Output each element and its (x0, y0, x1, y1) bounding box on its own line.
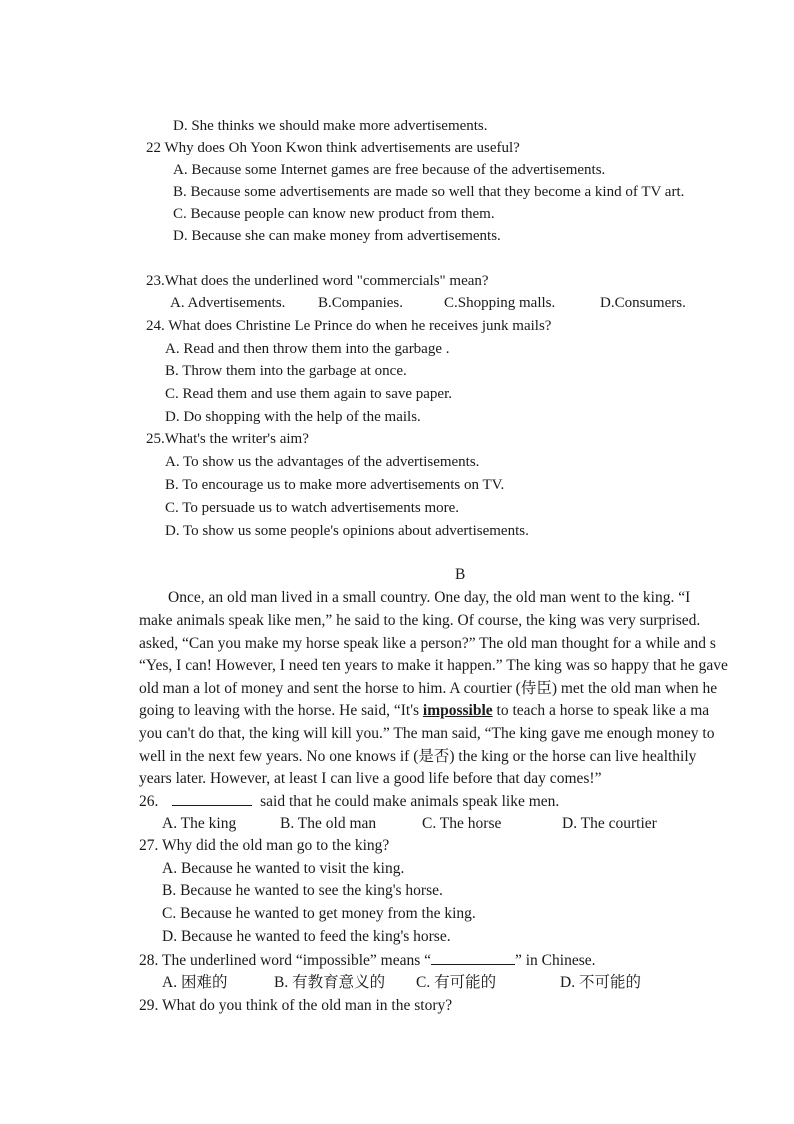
passage-line-6-end: to teach a horse to speak like a ma (492, 702, 710, 719)
passage-line-8: well in the next few years. No one knows if (是否) the king or the horse can live healthily (139, 748, 697, 765)
q26-options (162, 814, 657, 834)
q28-blank[interactable] (431, 950, 515, 965)
passage-line-6 (139, 701, 709, 721)
passage-line-9: years later. However, at least I can live a good life before that day comes!” (139, 770, 602, 787)
q22-option-b: B. Because some advertisements are made so well that they become a kind of TV art. (173, 184, 685, 200)
q26-question-text: said that he could make animals speak like men. (260, 793, 560, 810)
q28-question-start: 28. The underlined word “impossible” means “ (139, 952, 431, 969)
q27-option-d: D. Because he wanted to feed the king's horse. (162, 928, 451, 945)
q24-option-a: A. Read and then throw them into the garbage . (165, 341, 450, 357)
passage-line-4: “Yes, I can! However, I need ten years to make it happen.” The king was so happy that he gave (139, 657, 728, 674)
q28-question (139, 950, 596, 971)
q26-number: 26. (139, 793, 159, 810)
section-b-title: B (455, 566, 466, 583)
underlined-word-impossible: impossible (422, 702, 493, 719)
q23-option-a: A. Advertisements. (170, 295, 286, 311)
q28-option-a: A. 困难的 (162, 974, 228, 991)
q28-option-c: C. 有可能的 (416, 974, 497, 991)
q27-option-b: B. Because he wanted to see the king's horse. (162, 882, 443, 899)
passage-line-2: make animals speak like men,” he said to the king. Of course, the king was very surprised. (139, 612, 701, 629)
q23-option-d: D.Consumers. (600, 295, 686, 311)
q26-option-a: A. The king (162, 815, 237, 832)
q24-option-c: C. Read them and use them again to save paper. (165, 386, 452, 402)
q27-question: 27. Why did the old man go to the king? (139, 837, 390, 854)
q26-option-b: B. The old man (280, 815, 377, 832)
q24-option-b: B. Throw them into the garbage at once. (165, 363, 407, 379)
q25-question: 25.What's the writer's aim? (146, 431, 309, 447)
q24-option-d: D. Do shopping with the help of the mails. (165, 409, 421, 425)
q21-option-d: D. She thinks we should make more advertisements. (173, 118, 488, 134)
q24-question: 24. What does Christine Le Prince do when he receives junk mails? (146, 318, 552, 334)
q26-option-c: C. The horse (422, 815, 502, 832)
passage-line-3: asked, “Can you make my horse speak like a person?” The old man thought for a while and s (139, 635, 716, 652)
passage-line-1: Once, an old man lived in a small country. One day, the old man went to the king. “I (168, 589, 691, 606)
q25-option-b: B. To encourage us to make more advertisements on TV. (165, 477, 505, 493)
q23-options (170, 293, 686, 313)
q22-option-d: D. Because she can make money from advertisements. (173, 228, 501, 244)
q23-question: 23.What does the underlined word "commercials" mean? (146, 273, 489, 289)
q28-option-d: D. 不可能的 (560, 974, 641, 991)
q23-option-b: B.Companies. (318, 295, 403, 311)
q25-option-c: C. To persuade us to watch advertisements more. (165, 500, 460, 516)
q22-option-c: C. Because people can know new product from them. (173, 206, 495, 222)
q25-option-d: D. To show us some people's opinions about advertisements. (165, 523, 529, 539)
q28-question-end: ” in Chinese. (515, 952, 596, 969)
q29-question: 29. What do you think of the old man in the story? (139, 997, 453, 1014)
q25-option-a: A. To show us the advantages of the advertisements. (165, 454, 480, 470)
q28-option-b: B. 有教育意义的 (274, 974, 386, 991)
q26-option-d: D. The courtier (562, 815, 657, 832)
q26-question (139, 791, 559, 812)
q28-options (162, 973, 641, 993)
q26-blank[interactable] (172, 791, 252, 806)
passage-line-5: old man a lot of money and sent the horse to him. A courtier (侍臣) met the old man when he (139, 680, 718, 697)
q22-question: 22 Why does Oh Yoon Kwon think advertisements are useful? (146, 140, 520, 156)
q27-option-c: C. Because he wanted to get money from the king. (162, 905, 476, 922)
passage-line-7: you can't do that, the king will kill you.” The man said, “The king gave me enough money to (139, 725, 715, 742)
q22-option-a: A. Because some Internet games are free because of the advertisements. (173, 162, 606, 178)
q27-option-a: A. Because he wanted to visit the king. (162, 860, 405, 877)
passage-line-6-start: going to leaving with the horse. He said, “It's (139, 702, 423, 719)
q23-option-c: C.Shopping malls. (444, 295, 556, 311)
